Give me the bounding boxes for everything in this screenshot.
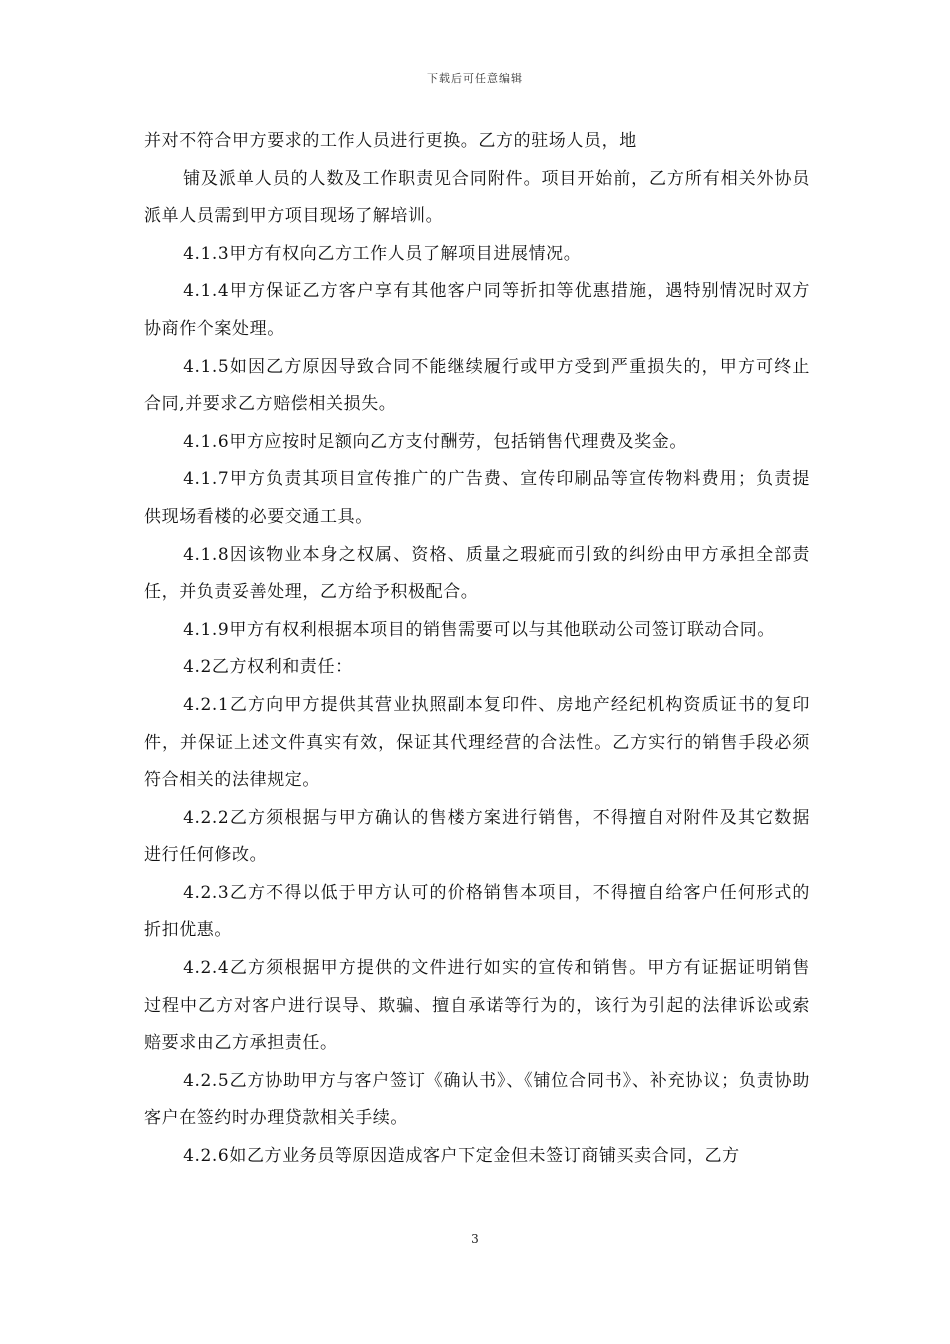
page-header: 下载后可任意编辑 bbox=[427, 72, 523, 85]
clause-4-1-6: 4.1.6甲方应按时足额向乙方支付酬劳，包括销售代理费及奖金。 bbox=[183, 431, 687, 452]
clause-4-1-7: 4.1.7甲方负责其项目宣传推广的广告费、宣传印刷品等宣传物料费用；负责提供现场看楼的必要交通工具。 bbox=[144, 469, 810, 527]
paragraph: 并对不符合甲方要求的工作人员进行更换。乙方的驻场人员，地 bbox=[144, 131, 637, 151]
clause-4-1-8: 4.1.8因该物业本身之权属、资格、质量之瑕疵而引致的纠纷由甲方承担全部责任，并负责妥善处理，乙方给予积极配合。 bbox=[144, 544, 810, 603]
clause-4-2-3: 4.2.3乙方不得以低于甲方认可的价格销售本项目，不得擅自给客户任何形式的折扣优惠。 bbox=[144, 882, 810, 941]
clause-4-2-4: 4.2.4乙方须根据甲方提供的文件进行如实的宣传和销售。甲方有证据证明销售过程中乙方对客户进行误导、欺骗、擅自承诺等行为的，该行为引起的法律诉讼或索赔要求由乙方承担责任。 bbox=[144, 958, 810, 1054]
clause-4-1-5: 4.1.5如因乙方原因导致合同不能继续履行或甲方受到严重损失的，甲方可终止合同,并要求乙方赔偿相关损失。 bbox=[144, 356, 810, 415]
document-body bbox=[144, 123, 810, 1176]
clause-4-1-9: 4.1.9甲方有权利根据本项目的销售需要可以与其他联动公司签订联动合同。 bbox=[183, 619, 775, 640]
clause-4-2-6: 4.2.6如乙方业务员等原因造成客户下定金但未签订商铺买卖合同，乙方 bbox=[183, 1146, 740, 1167]
clause-4-2-2: 4.2.2乙方须根据与甲方确认的售楼方案进行销售，不得擅自对附件及其它数据进行任何修改。 bbox=[144, 807, 810, 866]
clause-4-1-3: 4.1.3甲方有权向乙方工作人员了解项目进展情况。 bbox=[183, 243, 582, 264]
paragraph: 铺及派单人员的人数及工作职责见合同附件。项目开始前，乙方所有相关外协员派单人员需到甲方项目现场了解培训。 bbox=[144, 168, 810, 227]
clause-4-2-1: 4.2.1乙方向甲方提供其营业执照副本复印件、房地产经纪机构资质证书的复印件，并保证上述文件真实有效，保证其代理经营的合法性。乙方实行的销售手段必须符合相关的法律规定。 bbox=[144, 694, 810, 791]
page-number: 3 bbox=[471, 1232, 479, 1246]
clause-4-2-5: 4.2.5乙方协助甲方与客户签订《确认书》、《铺位合同书》、补充协议；负责协助客户在签约时办理贷款相关手续。 bbox=[144, 1070, 810, 1129]
section-heading-4-2: 4.2乙方权利和责任： bbox=[183, 657, 353, 678]
clause-4-1-4: 4.1.4甲方保证乙方客户享有其他客户同等折扣等优惠措施，遇特别情况时双方协商作个案处理。 bbox=[144, 281, 810, 339]
